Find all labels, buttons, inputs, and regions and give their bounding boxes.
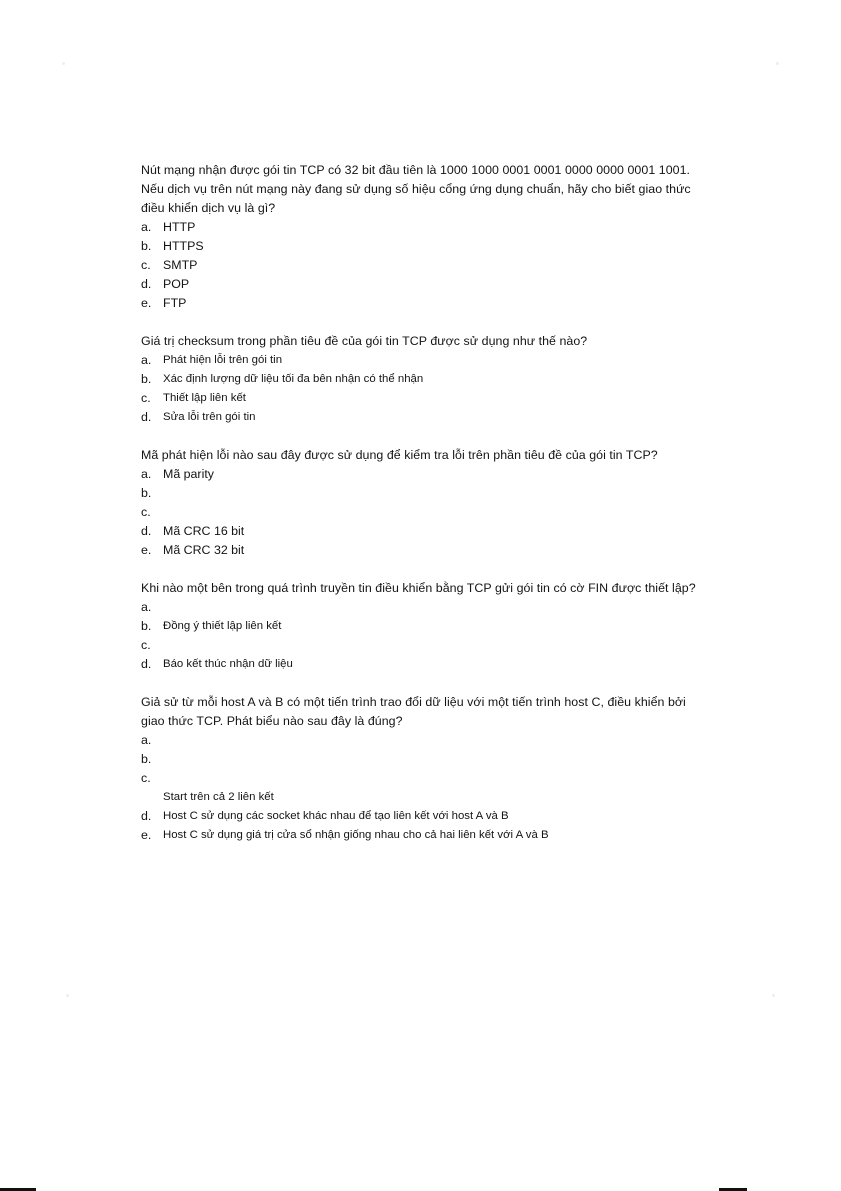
option-letter: d. bbox=[141, 410, 152, 424]
question-3-text: Mã phát hiện lỗi nào sau đây được sử dụng để kiểm tra lỗi trên phần tiêu đề của gói tin TCP? bbox=[141, 448, 658, 462]
option-d[interactable] bbox=[141, 807, 711, 826]
question-1-text: Nút mạng nhận được gói tin TCP có 32 bit đầu tiên là 1000 1000 0001 0001 0000 0000 0001 1001. Nếu dịch vụ trên nút mạng này đang sử dụng số hiệu cổng ứng dụng chuẩn, hãy cho biết giao thức điều khiển dịch vụ là gì? bbox=[141, 163, 691, 215]
question-2 bbox=[141, 332, 711, 427]
question-3-options bbox=[141, 465, 711, 560]
option-letter: c. bbox=[141, 505, 151, 519]
option-letter: e. bbox=[141, 828, 152, 842]
option-letter: d. bbox=[141, 809, 152, 823]
option-c[interactable] bbox=[141, 256, 711, 275]
option-letter: a. bbox=[141, 220, 152, 234]
question-5 bbox=[141, 693, 711, 845]
scan-mark bbox=[772, 994, 775, 997]
option-letter: a. bbox=[141, 353, 152, 367]
option-letter: b. bbox=[141, 619, 152, 633]
option-a[interactable] bbox=[141, 218, 711, 237]
option-letter: a. bbox=[141, 733, 152, 747]
question-5-options bbox=[141, 731, 711, 845]
option-text: Xác định lượng dữ liệu tối đa bên nhận có thể nhận bbox=[163, 373, 424, 385]
option-e[interactable] bbox=[141, 826, 711, 845]
question-2-text: Giá trị checksum trong phần tiêu đề của gói tin TCP được sử dụng như thế nào? bbox=[141, 334, 588, 348]
option-text: HTTP bbox=[163, 220, 196, 234]
option-letter: a. bbox=[141, 600, 152, 614]
option-d[interactable] bbox=[141, 275, 711, 294]
question-3 bbox=[141, 446, 711, 560]
option-text: Host C sử dụng các socket khác nhau để tạo liên kết với host A và B bbox=[163, 810, 509, 822]
option-letter: e. bbox=[141, 543, 152, 557]
question-5-text: Giả sử từ mỗi host A và B có một tiến trình trao đổi dữ liệu với một tiến trình host C, điều khiển bởi giao thức TCP. Phát biểu nào sau đây là đúng? bbox=[141, 695, 686, 728]
option-a[interactable] bbox=[141, 598, 711, 617]
question-2-options bbox=[141, 351, 711, 427]
option-letter: b. bbox=[141, 486, 152, 500]
option-text: Thiết lập liên kết bbox=[163, 392, 246, 404]
option-letter: c. bbox=[141, 771, 151, 785]
option-b[interactable] bbox=[141, 370, 711, 389]
option-text: Mã parity bbox=[163, 467, 214, 481]
option-c[interactable] bbox=[141, 769, 711, 788]
option-text: Đồng ý thiết lập liên kết bbox=[163, 620, 282, 632]
option-letter: b. bbox=[141, 752, 152, 766]
option-letter: d. bbox=[141, 657, 152, 671]
option-c-continuation: Start trên cả 2 liên kết bbox=[163, 791, 274, 803]
option-d[interactable] bbox=[141, 408, 711, 427]
option-d[interactable] bbox=[141, 522, 711, 541]
option-text: Phát hiện lỗi trên gói tin bbox=[163, 354, 283, 366]
question-1-options bbox=[141, 218, 711, 313]
option-letter: c. bbox=[141, 638, 151, 652]
option-text: SMTP bbox=[163, 258, 198, 272]
option-text: Sửa lỗi trên gói tin bbox=[163, 411, 256, 423]
option-b[interactable] bbox=[141, 617, 711, 636]
option-d[interactable] bbox=[141, 655, 711, 674]
option-a[interactable] bbox=[141, 465, 711, 484]
option-text: Báo kết thúc nhận dữ liệu bbox=[163, 658, 293, 670]
option-letter: c. bbox=[141, 391, 151, 405]
option-letter: a. bbox=[141, 467, 152, 481]
scan-mark bbox=[776, 62, 779, 65]
option-text: FTP bbox=[163, 296, 187, 310]
option-b[interactable] bbox=[141, 750, 711, 769]
option-c[interactable] bbox=[141, 389, 711, 408]
scan-mark bbox=[66, 994, 69, 997]
option-e[interactable] bbox=[141, 541, 711, 560]
option-b[interactable] bbox=[141, 237, 711, 256]
option-a[interactable] bbox=[141, 351, 711, 370]
option-b[interactable] bbox=[141, 484, 711, 503]
option-c[interactable] bbox=[141, 503, 711, 522]
question-4-options bbox=[141, 598, 711, 674]
question-list bbox=[141, 161, 711, 864]
option-text: POP bbox=[163, 277, 190, 291]
option-letter: d. bbox=[141, 524, 152, 538]
option-letter: c. bbox=[141, 258, 151, 272]
option-letter: b. bbox=[141, 372, 152, 386]
option-letter: b. bbox=[141, 239, 152, 253]
option-text: Mã CRC 32 bit bbox=[163, 543, 245, 557]
option-letter: e. bbox=[141, 296, 152, 310]
question-4 bbox=[141, 579, 711, 674]
option-letter: d. bbox=[141, 277, 152, 291]
option-text: Host C sử dụng giá trị cửa sổ nhận giống nhau cho cả hai liên kết với A và B bbox=[163, 829, 549, 841]
question-4-text: Khi nào một bên trong quá trình truyền tin điều khiển bằng TCP gửi gói tin có cờ FIN được thiết lập? bbox=[141, 581, 696, 595]
scan-mark bbox=[62, 62, 65, 65]
option-a[interactable] bbox=[141, 731, 711, 750]
option-text: Mã CRC 16 bit bbox=[163, 524, 245, 538]
option-c[interactable] bbox=[141, 636, 711, 655]
option-text: HTTPS bbox=[163, 239, 204, 253]
option-e[interactable] bbox=[141, 294, 711, 313]
question-1 bbox=[141, 161, 711, 313]
